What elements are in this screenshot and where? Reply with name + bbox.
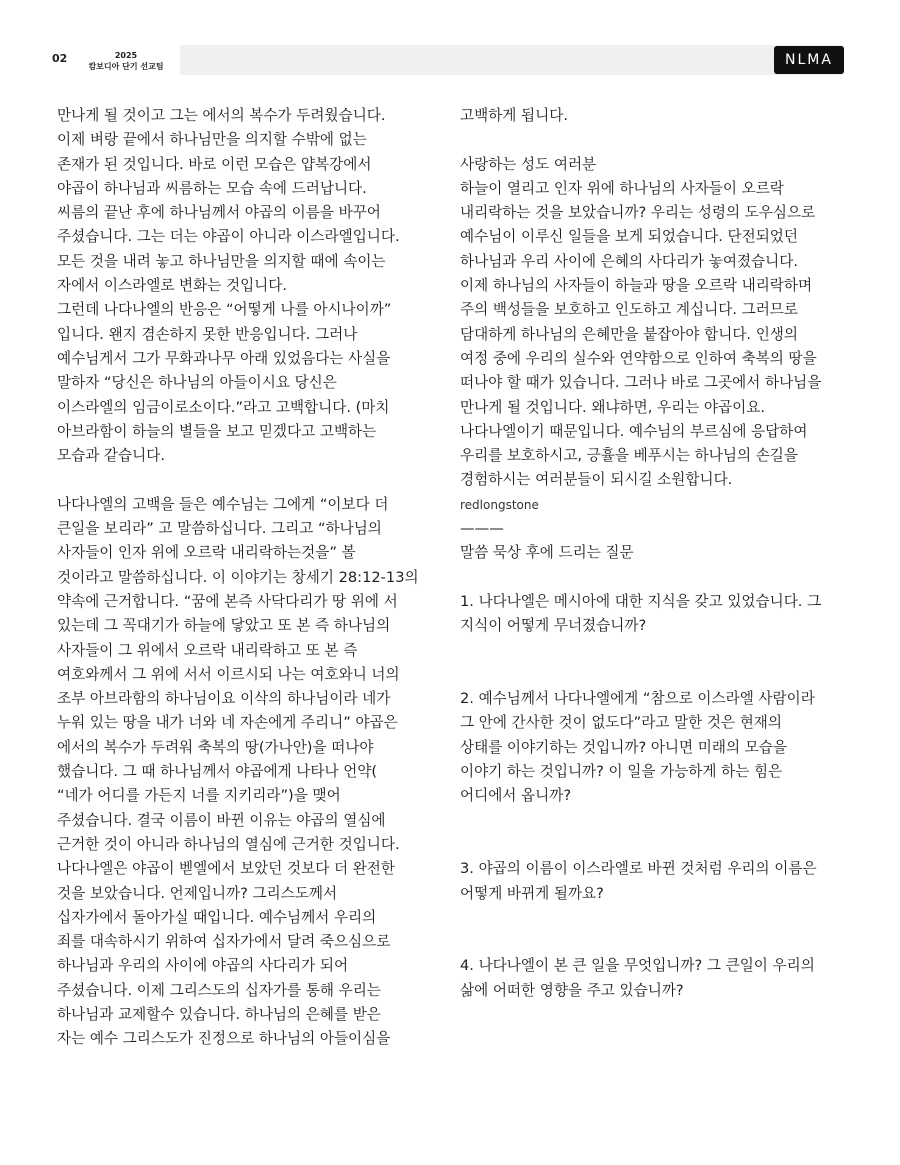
author-signature: redlongstone: [460, 497, 539, 512]
text-line: 나다나엘이기 때문입니다. 예수님의 부르심에 응답하여: [460, 422, 808, 440]
text-line: 말하자 “당신은 하나님의 아들이시요 당신은: [57, 374, 337, 392]
question-line: 이야기 하는 것입니까? 이 일을 가능하게 하는 힘은: [460, 763, 783, 781]
greeting: 사랑하는 성도 여러분: [460, 155, 597, 173]
text-line: 십자가에서 돌아가실 때입니다. 예수님께서 우리의: [57, 908, 377, 926]
continuation-line: 고백하게 됩니다.: [460, 107, 568, 124]
text-line: 주셨습니다. 그는 더는 야곱이 아니라 이스라엘입니다.: [57, 228, 400, 246]
text-line: 했습니다. 그 때 하나님께서 야곱에게 나타나 언약(: [57, 763, 378, 781]
page-number: 02: [52, 52, 68, 65]
text-line: 누워 있는 땅을 내가 너와 네 자손에게 주리니” 야곱은: [57, 714, 398, 732]
paragraph-gap: [460, 566, 870, 590]
header-bar: [180, 45, 844, 75]
question-line: 지식이 어떻게 무너졌습니까?: [460, 617, 647, 635]
text-line: 것이라고 말씀하십니다. 이 이야기는 창세기 28:12-13의: [57, 568, 419, 586]
text-line: 하나님과 교제할수 있습니다. 하나님의 은혜를 받은: [57, 1005, 381, 1023]
text-line: 나다나엘은 야곱이 벧엘에서 보았던 것보다 더 완전한: [57, 860, 395, 878]
paragraph-gap: [460, 663, 870, 687]
question-line: 3. 야곱의 이름이 이스라엘로 바뀐 것처럼 우리의 이름은: [460, 860, 817, 878]
text-line: 죄를 대속하시기 위하여 십자가에서 달려 죽으심으로: [57, 933, 391, 951]
question-line: 어떻게 바뀌게 될까요?: [460, 884, 604, 902]
text-line: 있는데 그 꼭대기가 하늘에 닿았고 또 본 즉 하나님의: [57, 617, 391, 635]
paragraph-gap: [460, 833, 870, 857]
question-line: 4. 나다나엘이 본 큰 일을 무엇입니까? 그 큰일이 우리의: [460, 957, 815, 975]
text-line: 모습과 같습니다.: [57, 447, 165, 465]
right-column: [460, 104, 870, 1003]
question-line: 삶에 어떠한 영향을 주고 있습니까?: [460, 981, 684, 999]
text-line: 근거한 것이 아니라 하나님의 열심에 근거한 것입니다.: [57, 835, 400, 853]
text-line: 하늘이 열리고 인자 위에 하나님의 사자들이 오르락: [460, 179, 784, 197]
text-line: 야곱이 하나님과 씨름하는 모습 속에 드러납니다.: [57, 179, 367, 197]
divider: ———: [460, 520, 504, 538]
text-line: 주셨습니다. 결국 이름이 바뀐 이유는 야곱의 열심에: [57, 811, 386, 829]
questions-title: 말씀 묵상 후에 드리는 질문: [460, 544, 634, 562]
paragraph-gap: [460, 128, 870, 152]
text-line: 만나게 될 것이고 그는 에서의 복수가 두려웠습니다.: [57, 107, 386, 124]
paragraph-gap: [460, 639, 870, 663]
text-line: 경험하시는 여러분들이 되시길 소원합니다.: [460, 471, 733, 489]
question-line: 1. 나다나엘은 메시아에 대한 지식을 갖고 있었습니다. 그: [460, 592, 822, 610]
text-line: 조부 아브라함의 하나님이요 이삭의 하나님이라 네가: [57, 690, 391, 708]
text-line: 주의 백성들을 보호하고 인도하고 계십니다. 그러므로: [460, 301, 798, 319]
nlma-logo: NLMA: [774, 46, 844, 74]
text-line: 예수님게서 그가 무화과나무 아래 있었음다는 사실을: [57, 349, 391, 367]
text-line: 존재가 된 것입니다. 바로 이런 모습은 얍복강에서: [57, 155, 372, 173]
question-line: 상태를 이야기하는 것입니까? 아니면 미래의 모습을: [460, 738, 787, 756]
text-line: 그런데 나다나엘의 반응은 “어떻게 나를 아시나이까”: [57, 301, 392, 319]
question-line: 그 안에 간사한 것이 없도다”라고 말한 것은 현재의: [460, 714, 782, 732]
text-line: 자는 예수 그리스도가 진정으로 하나님의 아들이심을: [57, 1030, 391, 1048]
paragraph-gap: [460, 906, 870, 930]
left-column: [57, 104, 447, 1052]
text-line: 자에서 이스라엘로 변화는 것입니다.: [57, 277, 288, 295]
text-line: 사자들이 그 위에서 오르락 내리락하고 또 본 즉: [57, 641, 358, 659]
text-line: 떠나야 할 때가 있습니다. 그러나 바로 그곳에서 하나님을: [460, 374, 822, 392]
text-line: 나다나엘의 고백을 들은 예수님는 그에게 “이보다 더: [57, 495, 389, 513]
brand-team-name: 캄보디아 단기 선교팀: [88, 62, 164, 71]
text-line: 약속에 근거합니다. “꿈에 본즉 사닥다리가 땅 위에 서: [57, 592, 398, 610]
text-line: 예수님이 이루신 일들을 보게 되었습니다. 단전되었던: [460, 228, 798, 246]
text-line: 만나게 될 것입니다. 왜냐하면, 우리는 야곱이요.: [460, 398, 765, 416]
text-line: 우리를 보호하시고, 긍휼을 베푸시는 하나님의 손길을: [460, 447, 798, 465]
text-line: 입니다. 왠지 겸손하지 못한 반응입니다. 그러나: [57, 325, 358, 343]
brand-year: 2025: [114, 51, 138, 60]
text-line: 여정 중에 우리의 실수와 연약함으로 인하여 축복의 땅을: [460, 349, 817, 367]
text-line: 모든 것을 내려 놓고 하나님만을 의지할 때에 속이는: [57, 252, 386, 270]
text-line: 내리락하는 것을 보았습니까? 우리는 성령의 도우심으로: [460, 204, 816, 222]
text-line: 이제 하나님의 사자들이 하늘과 땅을 오르락 내리락하며: [460, 277, 813, 295]
paragraph-gap: [57, 468, 447, 492]
text-line: “네가 어디를 가든지 너를 지키리라”)을 맺어: [57, 787, 341, 805]
text-line: 것을 보았습니다. 언제입니까? 그리스도께서: [57, 884, 338, 902]
paragraph-gap: [460, 809, 870, 833]
question-line: 2. 예수님께서 나다나엘에게 “참으로 이스라엘 사람이라: [460, 690, 815, 708]
team-brand: [76, 50, 176, 72]
text-line: 큰일을 보리라” 고 말씀하십니다. 그리고 “하나님의: [57, 520, 382, 538]
text-line: 담대하게 하나님의 은혜만을 붙잡아야 합니다. 인생의: [460, 325, 798, 343]
text-line: 여호와께서 그 위에 서서 이르시되 나는 여호와니 너의: [57, 665, 400, 683]
text-line: 이스라엘의 임금이로소이다.”라고 고백합니다. (마치: [57, 398, 390, 416]
text-line: 이제 벼랑 끝에서 하나님만을 의지할 수밖에 없는: [57, 131, 367, 149]
text-line: 아브라함이 하늘의 별들을 보고 믿겠다고 고백하는: [57, 422, 377, 440]
text-line: 하나님과 우리 사이에 은혜의 사다리가 놓여졌습니다.: [460, 252, 798, 270]
text-line: 사자들이 인자 위에 오르락 내리락하는것을” 볼: [57, 544, 356, 562]
text-line: 에서의 복수가 두려워 축복의 땅(가나안)을 떠나야: [57, 738, 374, 756]
page-header: [52, 44, 844, 76]
question-line: 어디에서 옵니까?: [460, 787, 572, 805]
paragraph-gap: [460, 930, 870, 954]
text-line: 주셨습니다. 이제 그리스도의 십자가를 통해 우리는: [57, 981, 381, 999]
text-line: 씨름의 끝난 후에 하나님께서 야곱의 이름을 바꾸어: [57, 204, 381, 222]
text-line: 하나님과 우리의 사이에 야곱의 사다리가 되어: [57, 957, 349, 975]
